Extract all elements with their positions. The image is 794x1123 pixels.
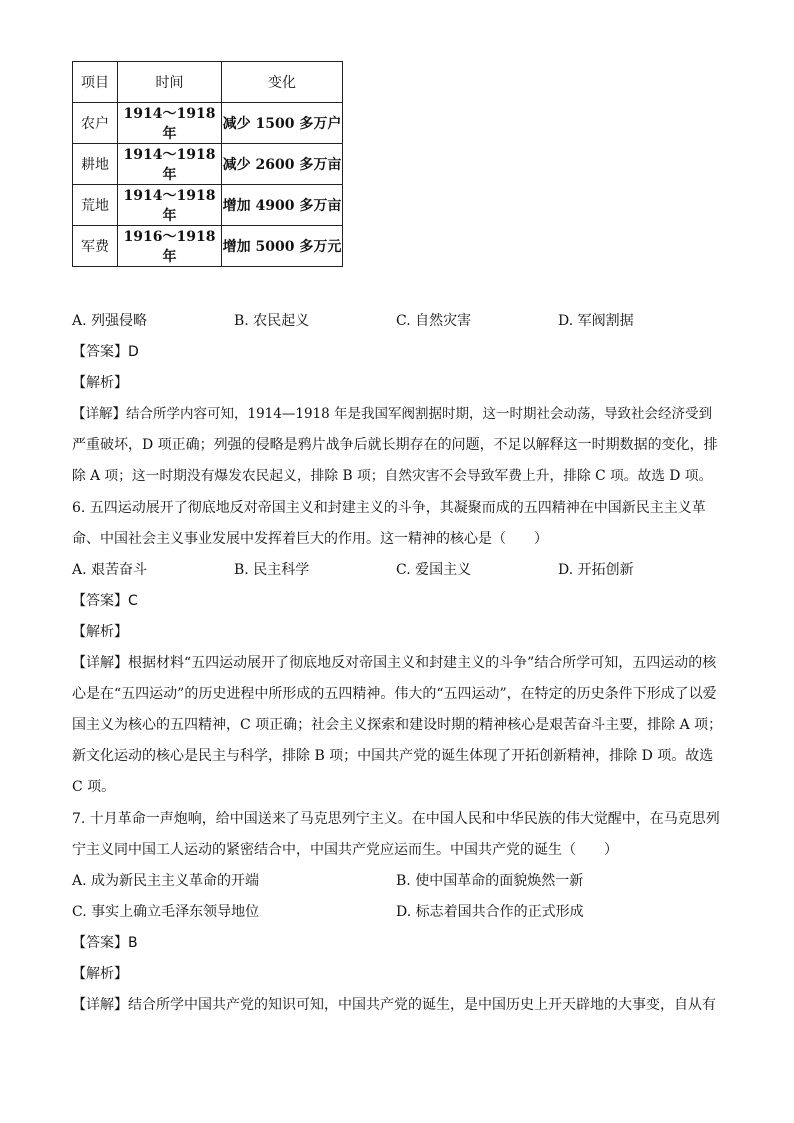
q5-option-a[interactable]: A. 列强侵略 [72,313,148,329]
q6-stem-line: 6. 五四运动展开了彻底地反对帝国主义和封建主义的斗争，其凝聚而成的五四精神在中国新民主主义革 [72,500,706,516]
q5-option-c[interactable]: C. 自然灾害 [396,313,472,329]
q6-detail-line: 新文化运动的核心是民主与科学，排除 B 项；中国共产党的诞生体现了开拓创新精神，排除 D 项。故选 [72,748,714,764]
table-row [73,185,343,226]
data-table [72,61,343,267]
q7-stem-line: 7. 十月革命一声炮响，给中国送来了马克思列宁主义。在中国人民和中华民族的伟大觉醒中，在马克思列 [72,811,720,827]
q6-option-d[interactable]: D. 开拓创新 [558,562,634,578]
q5-option-b[interactable]: B. 农民起义 [234,313,310,329]
q7-detail-line: 【详解】结合所学中国共产党的知识可知，中国共产党的诞生，是中国历史上开天辟地的大事变，自从有 [72,997,716,1013]
q6-option-a[interactable]: A. 艰苦奋斗 [72,562,148,578]
table-cell: 增加 4900 多万亩 [222,185,343,226]
table-cell: 减少 1500 多万户 [222,103,343,144]
table-cell: 1914～1918 年 [118,103,222,144]
table-cell: 军费 [73,226,118,267]
table-cell: 1914～1918 年 [118,144,222,185]
q6-analysis-label: 【解析】 [72,624,128,640]
q6-detail-line: 心是在“五四运动”的历史进程中所形成的五四精神。伟大的“五四运动”，在特定的历史条件下形成了以爱 [72,686,717,702]
table-header-cell: 变化 [222,62,343,103]
q6-detail-line: C 项。 [72,779,116,795]
q7-analysis-label: 【解析】 [72,966,128,982]
table-cell: 1914～1918 年 [118,185,222,226]
table-cell: 1916～1918 年 [118,226,222,267]
q5-detail-line: 【详解】结合所学内容可知，1914—1918 年是我国军阀割据时期，这一时期社会动荡，导致社会经济受到 [72,406,713,422]
table-cell: 增加 5000 多万元 [222,226,343,267]
q7-option-a[interactable]: A. 成为新民主主义革命的开端 [72,873,260,889]
q7-answer: 【答案】B [72,935,138,951]
q6-stem-line: 命、中国社会主义事业发展中发挥着巨大的作用。这一精神的核心是（ ） [72,531,548,547]
q6-answer: 【答案】C [72,593,138,609]
q6-detail-line: 国主义为核心的五四精神，C 项正确；社会主义探索和建设时期的精神核心是艰苦奋斗主要，排除 A 项； [72,717,723,733]
q7-option-c[interactable]: C. 事实上确立毛泽东领导地位 [72,904,260,920]
q7-stem-line: 宁主义同中国工人运动的紧密结合中，中国共产党应运而生。中国共产党的诞生（ ） [72,842,618,858]
q6-detail-line: 【详解】根据材料“五四运动展开了彻底地反对帝国主义和封建主义的斗争”结合所学可知，五四运动的核 [72,655,717,671]
q5-detail-line: 严重破坏，D 项正确；列强的侵略是鸦片战争后就长期存在的问题，不足以解释这一时期数据的变化，排 [72,437,718,453]
table-header-row [73,62,343,103]
table-cell: 农户 [73,103,118,144]
table-row [73,226,343,267]
q7-option-b[interactable]: B. 使中国革命的面貌焕然一新 [396,873,584,889]
q7-option-d[interactable]: D. 标志着国共合作的正式形成 [396,904,584,920]
table-row [73,144,343,185]
q6-option-b[interactable]: B. 民主科学 [234,562,310,578]
table-cell: 荒地 [73,185,118,226]
table-header-cell: 项目 [73,62,118,103]
table-cell: 减少 2600 多万亩 [222,144,343,185]
q5-answer: 【答案】D [72,344,139,360]
q5-detail-line: 除 A 项；这一时期没有爆发农民起义，排除 B 项；自然灾害不会导致军费上升，排除 C 项。故选 D 项。 [72,468,713,484]
q6-option-c[interactable]: C. 爱国主义 [396,562,472,578]
table-cell: 耕地 [73,144,118,185]
table-header-cell: 时间 [118,62,222,103]
q5-analysis-label: 【解析】 [72,375,128,391]
q5-option-d[interactable]: D. 军阀割据 [558,313,634,329]
table-row [73,103,343,144]
